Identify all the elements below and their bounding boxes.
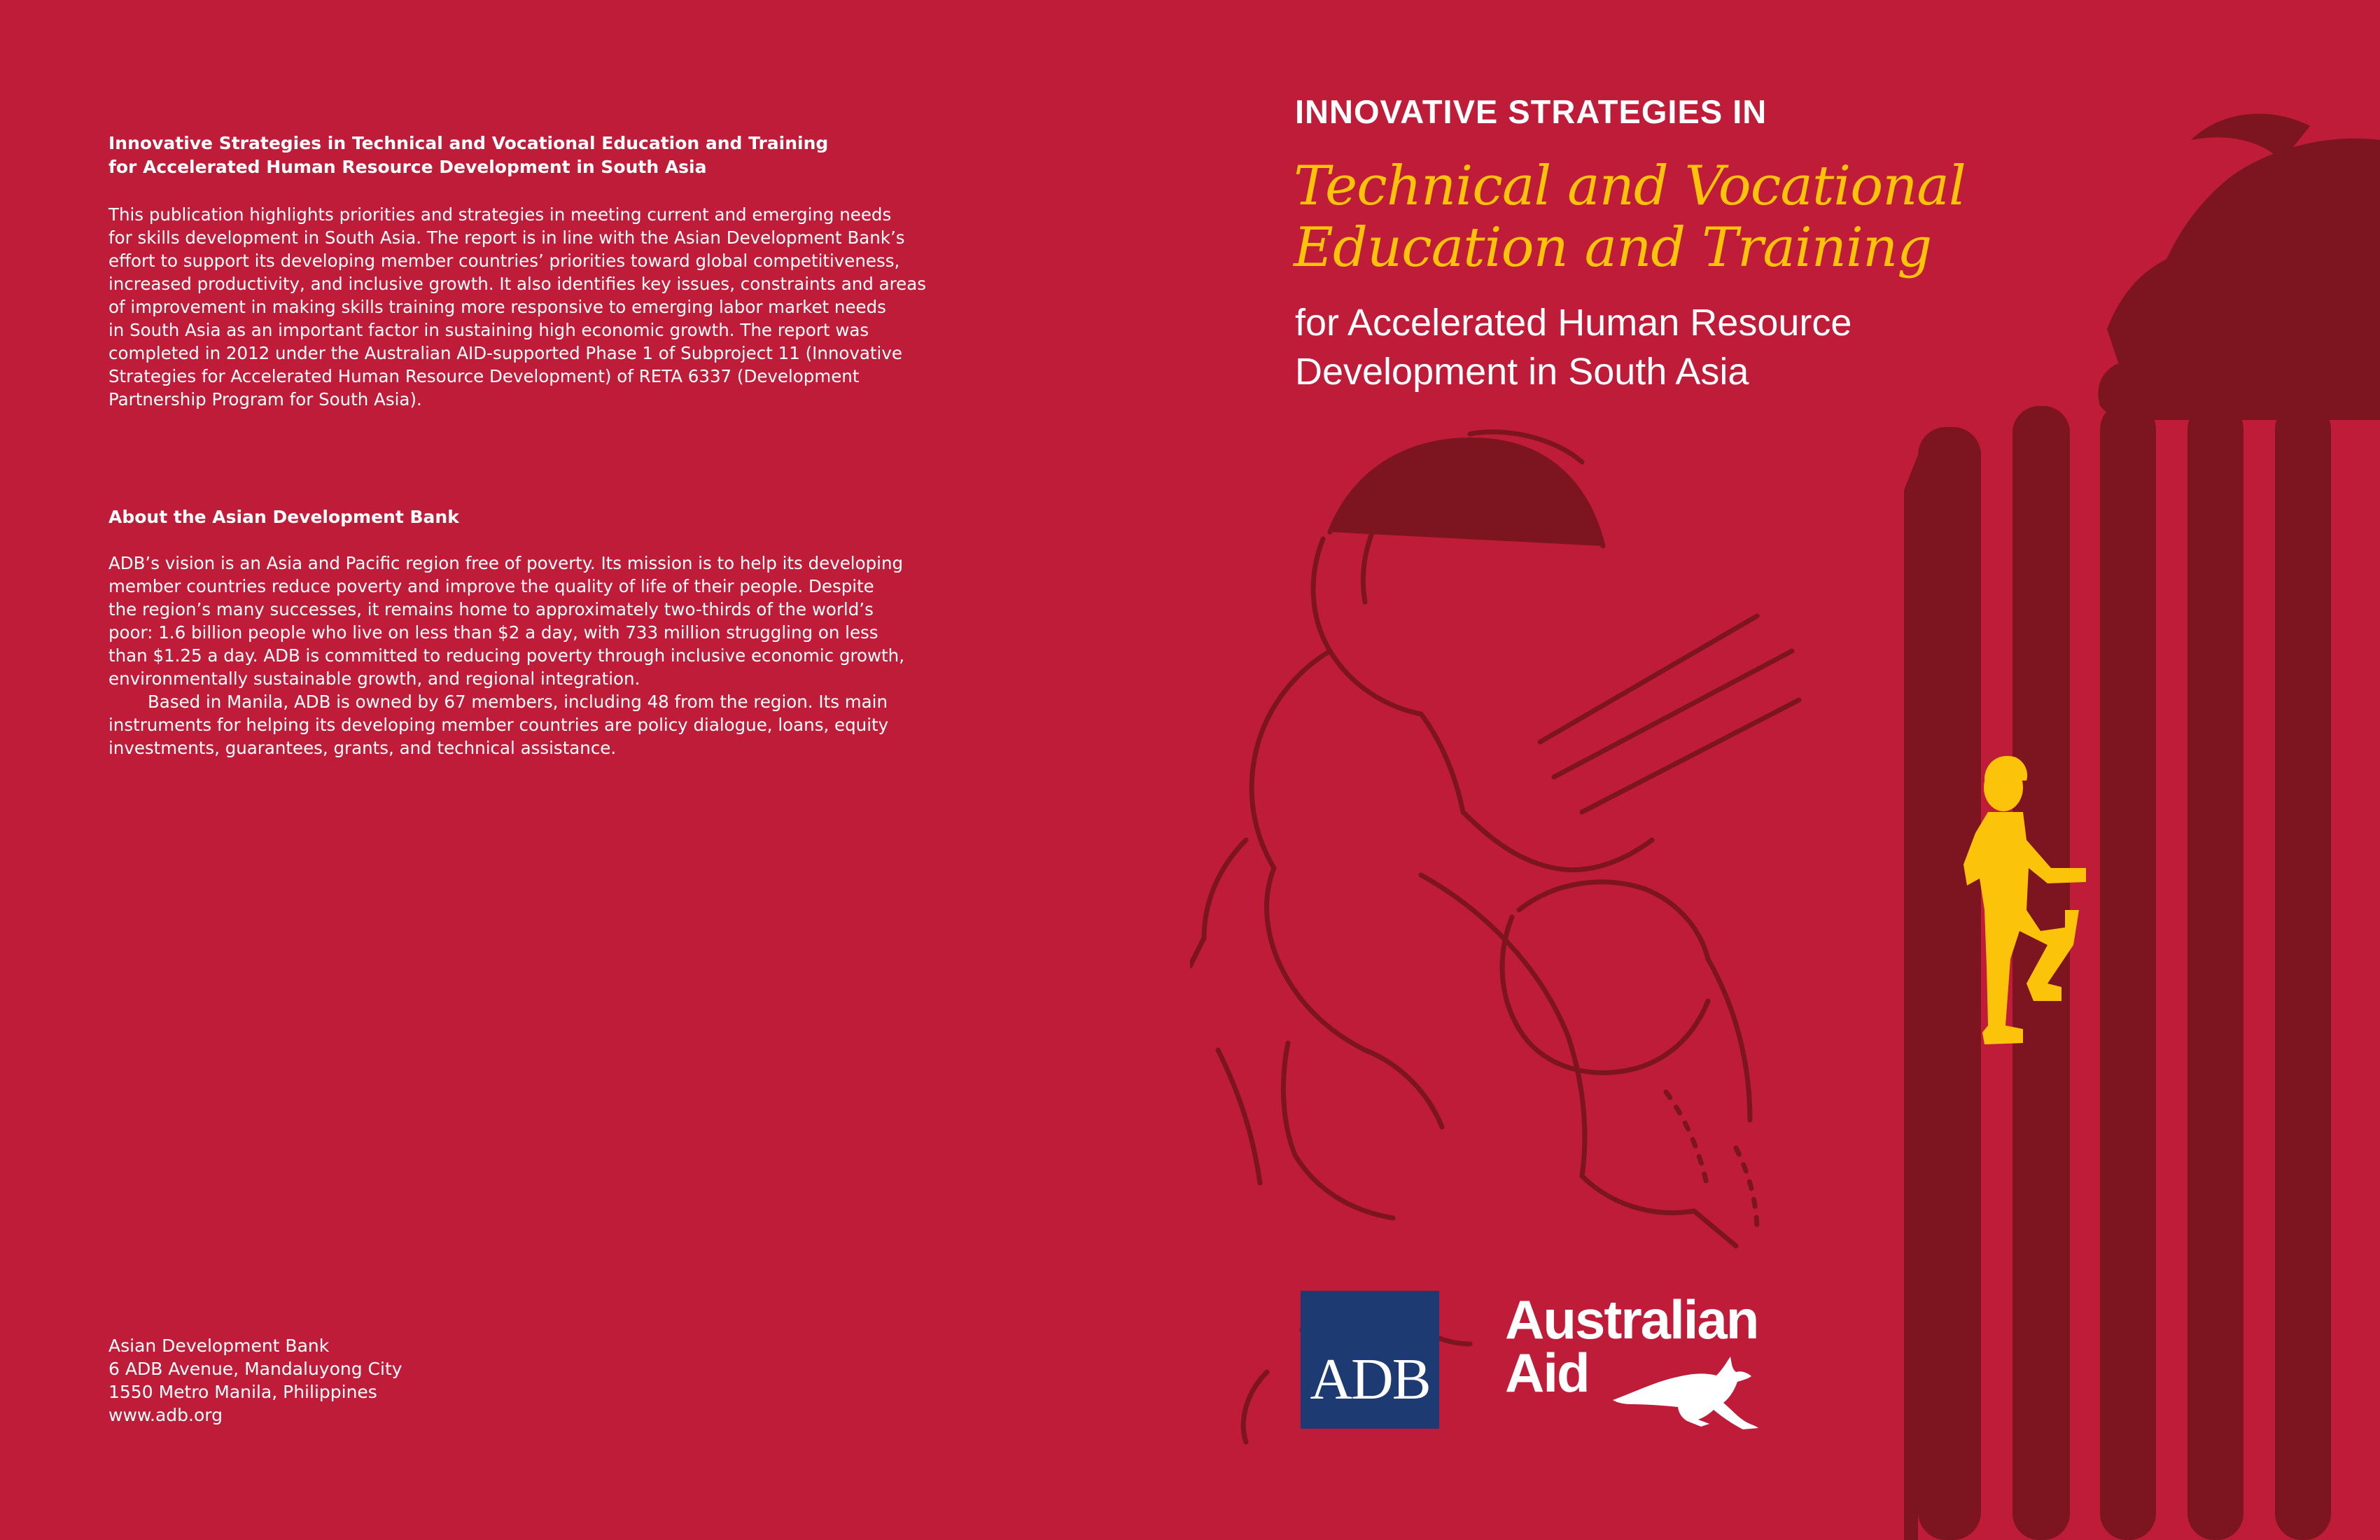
summary-line: increased productivity, and inclusive growth. It also identifies key issues, constraints and areas — [108, 274, 926, 294]
adb-website-link: www.adb.org — [108, 1405, 223, 1425]
summary-line: Partnership Program for South Asia). — [108, 389, 422, 410]
cover-subtitle — [1295, 298, 1851, 396]
about-adb-heading: About the Asian Development Bank — [108, 507, 459, 527]
adb-logo — [1301, 1291, 1439, 1429]
about-line: Based in Manila, ADB is owned by 67 members, including 48 from the region. Its main — [148, 692, 888, 712]
back-title-line: Innovative Strategies in Technical and Vocational Education and Training — [108, 133, 829, 153]
back-title-line: for Accelerated Human Resource Development in South Asia — [108, 157, 707, 177]
summary-line: for skills development in South Asia. The report is in line with the Asian Development Bank’s — [108, 227, 905, 248]
about-line: environmentally sustainable growth, and regional integration. — [108, 668, 640, 689]
back-cover-title — [108, 132, 962, 179]
column-pillar-illustration — [1904, 114, 2380, 1540]
summary-line: in South Asia as an important factor in sustaining high economic growth. The report was — [108, 320, 869, 340]
about-line: instruments for helping its developing member countries are policy dialogue, loans, equity — [108, 715, 889, 735]
subtitle-line: for Accelerated Human Resource — [1295, 302, 1852, 344]
about-line: member countries reduce poverty and improve the quality of life of their people. Despite — [108, 576, 874, 596]
summary-line: This publication highlights priorities and strategies in meeting current and emerging needs — [108, 204, 892, 225]
address-line: Asian Development Bank — [108, 1336, 330, 1356]
adb-address — [108, 1334, 402, 1427]
about-line: poor: 1.6 billion people who live on less than $2 a day, with 733 million struggling on less — [108, 622, 878, 643]
subtitle-line: Development in South Asia — [1295, 351, 1749, 393]
summary-line: effort to support its developing member countries’ priorities toward global competitiveness, — [108, 251, 900, 271]
address-line: 1550 Metro Manila, Philippines — [108, 1382, 377, 1402]
publication-summary — [108, 203, 948, 411]
kangaroo-icon — [1611, 1351, 1758, 1435]
summary-line: completed in 2012 under the Australian AID-supported Phase 1 of Subproject 11 (Innovative — [108, 343, 902, 363]
about-line: investments, guarantees, grants, and technical assistance. — [108, 738, 617, 758]
cover-main-title — [1294, 155, 1966, 279]
adb-logo-text: ADB — [1310, 1347, 1430, 1412]
about-line: the region’s many successes, it remains home to approximately two-thirds of the world’s — [108, 599, 874, 620]
about-adb-body — [108, 552, 962, 760]
aid-logo-line: Australian — [1505, 1289, 1758, 1350]
summary-line: of improvement in making skills training more responsive to emerging labor market needs — [108, 297, 886, 317]
main-title-line: Technical and Vocational — [1294, 155, 1966, 218]
australian-aid-logo — [1505, 1289, 1799, 1432]
aid-logo-line: Aid — [1505, 1342, 1589, 1404]
about-line: than $1.25 a day. ADB is committed to reducing poverty through inclusive economic growth, — [108, 645, 904, 666]
about-line: ADB’s vision is an Asia and Pacific region free of poverty. Its mission is to help its developing — [108, 553, 904, 573]
address-line: 6 ADB Avenue, Mandaluyong City — [108, 1359, 402, 1379]
cover-kicker: INNOVATIVE STRATEGIES IN — [1295, 93, 1768, 130]
front-cover — [1190, 0, 2380, 1540]
summary-line: Strategies for Accelerated Human Resource Development) of RETA 6337 (Development — [108, 366, 860, 386]
main-title-line: Education and Training — [1294, 216, 1932, 279]
